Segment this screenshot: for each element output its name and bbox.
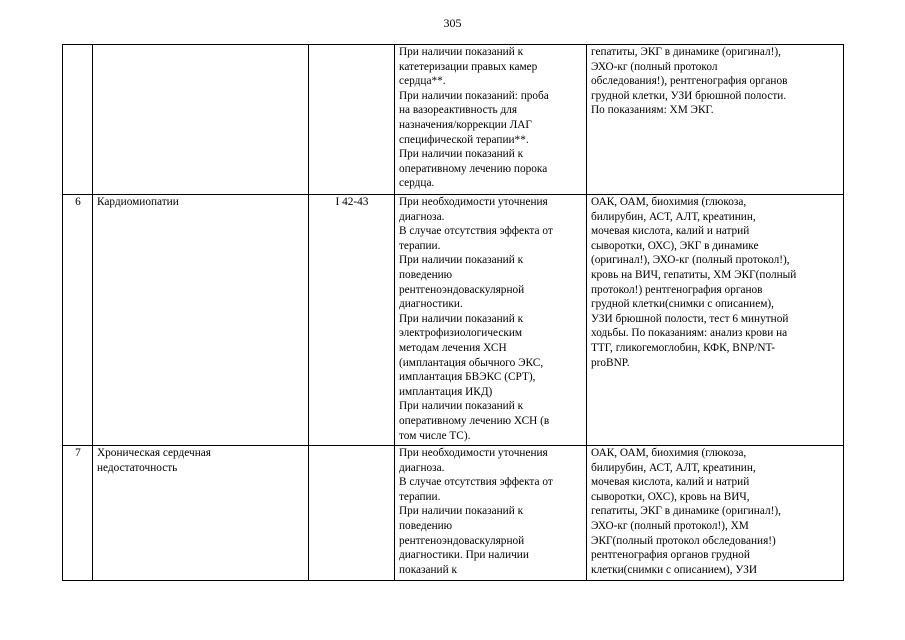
cell-text-line: рентгенография органов грудной <box>591 549 750 562</box>
cell-text-line: поведению <box>399 268 453 281</box>
cell-text-line: ОАК, ОАМ, биохимия (глюкоза, <box>591 447 747 459</box>
cell-text-line: диагноза. <box>399 461 445 474</box>
icd-code-cell <box>309 446 395 581</box>
table-row <box>63 45 844 195</box>
cell-text-line: сердца. <box>399 177 435 190</box>
cell-text-line: назначения/коррекции ЛАГ <box>399 118 532 131</box>
cell-text-line: Кардиомиопатии <box>97 196 179 208</box>
cell-text-line: ЭХО-кг (полный протокол!), ХМ <box>591 519 749 532</box>
cell-text-line: При наличии показаний к <box>399 46 524 58</box>
diagnosis-name-cell <box>93 195 309 446</box>
cell-text-line: ЭКГ(полный протокол обследования!) <box>591 534 776 547</box>
cell-text-line: ЭХО-кг (полный протокол <box>591 60 718 73</box>
row-number-cell <box>63 45 93 195</box>
cell-text-line: показаний к <box>399 563 457 576</box>
icd-code-cell: I 42-43 <box>309 195 395 446</box>
cell-text-line: терапии. <box>399 239 441 252</box>
cell-text-line: При наличии показаний к <box>399 148 524 161</box>
cell-text-line: том числе ТС). <box>399 429 471 442</box>
cell-text-line: ОАК, ОАМ, биохимия (глюкоза, <box>591 196 747 208</box>
table-row <box>63 446 844 581</box>
cell-text-line: имплантация БВЭКС (СРТ), <box>399 371 536 384</box>
row-number-cell: 6 <box>63 195 93 446</box>
cell-text-line: При наличии показаний к <box>399 505 524 518</box>
examinations-cell <box>587 45 844 195</box>
cell-text-line: (имплантация обычного ЭКС, <box>399 356 544 369</box>
indications-cell <box>395 195 587 446</box>
cell-text-line: терапии. <box>399 490 441 503</box>
indications-cell <box>395 45 587 195</box>
row-number-cell: 7 <box>63 446 93 581</box>
cell-text-line: ТТГ, гликогемоглобин, КФК, BNP/NT- <box>591 341 776 354</box>
cell-text-line: билирубин, АСТ, АЛТ, креатинин, <box>591 461 756 474</box>
cell-text-line: При наличии показаний: проба <box>399 89 549 102</box>
cell-text-line: сыворотки, ОХС), кровь на ВИЧ, <box>591 490 750 503</box>
cell-text-line: рентгеноэндоваскулярной <box>399 534 525 547</box>
cell-text-line: диагноза. <box>399 210 445 223</box>
page-number: 305 <box>443 16 462 30</box>
cell-text-line: клетки(снимки с описанием), УЗИ <box>591 563 758 576</box>
cell-text-line: гепатиты, ЭКГ в динамике (оригинал!), <box>591 505 781 518</box>
cell-text-line: электрофизиологическим <box>399 327 523 340</box>
cell-text-line: гепатиты, ЭКГ в динамике (оригинал!), <box>591 46 781 58</box>
cell-text-line: имплантация ИКД) <box>399 385 493 398</box>
table-row <box>63 195 844 446</box>
cell-text-line: proBNP. <box>591 356 630 369</box>
table-body <box>63 45 844 581</box>
diagnosis-name-cell <box>93 45 309 195</box>
cell-text-line: При наличии показаний к <box>399 312 524 325</box>
cell-text-line: При необходимости уточнения <box>399 196 548 208</box>
cell-text-line: грудной клетки(снимки с описанием), <box>591 298 774 311</box>
cell-text-line: рентгеноэндоваскулярной <box>399 283 525 296</box>
cell-text-line: (оригинал!), ЭХО-кг (полный протокол!), <box>591 254 790 267</box>
cell-text-line: В случае отсутствия эффекта от <box>399 225 553 238</box>
cell-text-line: поведению <box>399 519 453 532</box>
cell-text-line: специфической терапии**. <box>399 133 529 146</box>
cell-text-line: катетеризации правых камер <box>399 60 538 73</box>
cell-text-line: ходьбы. По показаниям: анализ крови на <box>591 327 788 340</box>
examinations-cell <box>587 446 844 581</box>
cell-text-line: методам лечения ХСН <box>399 341 507 354</box>
cell-text-line: При наличии показаний к <box>399 400 524 413</box>
cell-text-line: При наличии показаний к <box>399 254 524 267</box>
cell-text-line: билирубин, АСТ, АЛТ, креатинин, <box>591 210 756 223</box>
cell-text-line: кровь на ВИЧ, гепатиты, ХМ ЭКГ(полный <box>591 268 797 281</box>
cell-text-line: протокол!) рентгенография органов <box>591 283 763 296</box>
cell-text-line: сердца**. <box>399 75 446 88</box>
icd-code-cell <box>309 45 395 195</box>
cell-text-line: Хроническая сердечная <box>97 447 211 459</box>
cell-text-line: диагностики. При наличии <box>399 549 529 562</box>
cell-text-line: сыворотки, ОХС), ЭКГ в динамике <box>591 239 759 252</box>
cell-text-line: При необходимости уточнения <box>399 447 548 459</box>
cell-text-line: на вазореактивность для <box>399 104 518 117</box>
cell-text-line: По показаниям: ХМ ЭКГ. <box>591 104 714 117</box>
requirements-table <box>62 44 844 581</box>
cell-text-line: недостаточность <box>97 461 178 474</box>
cell-text-line: оперативному лечению порока <box>399 162 548 175</box>
indications-cell <box>395 446 587 581</box>
cell-text-line: обследования!), рентгенография органов <box>591 75 788 88</box>
cell-text-line: диагностики. <box>399 298 463 311</box>
diagnosis-name-cell <box>93 446 309 581</box>
cell-text-line: В случае отсутствия эффекта от <box>399 476 553 489</box>
cell-text-line: оперативному лечению ХСН (в <box>399 414 550 427</box>
cell-text-line: мочевая кислота, калий и натрий <box>591 225 750 238</box>
examinations-cell <box>587 195 844 446</box>
cell-text-line: грудной клетки, УЗИ брюшной полости. <box>591 89 787 102</box>
cell-text-line: мочевая кислота, калий и натрий <box>591 476 750 489</box>
cell-text-line: УЗИ брюшной полости, тест 6 минутной <box>591 312 789 325</box>
